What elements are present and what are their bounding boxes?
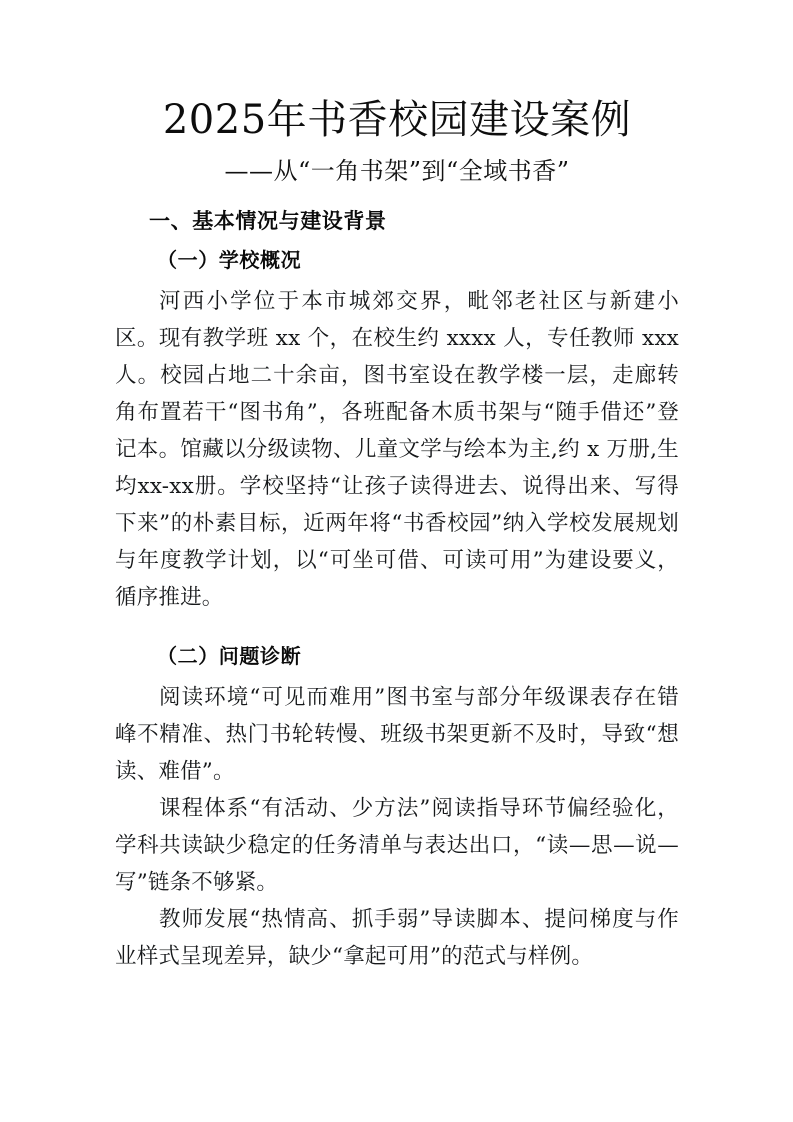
page-title: 2025年书香校园建设案例 xyxy=(162,97,632,143)
paragraph-curriculum-system: 课程体系“有活动、少方法”阅读指导环节偏经验化，学科共读缺少稳定的任务清单与表达出口，“读—思—说—写”链条不够紧。 xyxy=(115,796,679,895)
paragraph-teacher-development: 教师发展“热情高、抓手弱”导读脚本、提问梯度与作业样式呈现差异，缺少“拿起可用”的范式与样例。 xyxy=(115,907,679,969)
document-content-column xyxy=(115,0,679,975)
paragraph-reading-environment: 阅读环境“可见而难用”图书室与部分年级课表存在错峰不精准、热门书轮转慢、班级书架更新不及时，导致“想读、难借”。 xyxy=(115,685,679,784)
section-heading-1: 一、基本情况与建设背景 xyxy=(149,209,387,233)
subsection-heading-school-overview: （一）学校概况 xyxy=(157,248,302,272)
subsection-heading-problem-diagnosis: （二）问题诊断 xyxy=(157,644,302,668)
paragraph-school-overview: 河西小学位于本市城郊交界，毗邻老社区与新建小区。现有教学班 xx 个，在校生约 xxxx 人，专任教师 xxx 人。校园占地二十余亩，图书室设在教学楼一层，走廊转角布置若干“图书角”，各班配备木质书架与“随手借还”登记本。馆藏以分级读物、儿童文学与绘本为主,约 x 万册,生均xx-xx册。学校坚持“让孩子读得进去、说得出来、写得下来”的朴素目标，近两年将“书香校园”纳入学校发展规划与年度教学计划，以“可坐可借、可读可用”为建设要义，循序推进。 xyxy=(115,289,679,610)
page-subtitle: ——从“一角书架”到“全域书香” xyxy=(224,157,570,185)
